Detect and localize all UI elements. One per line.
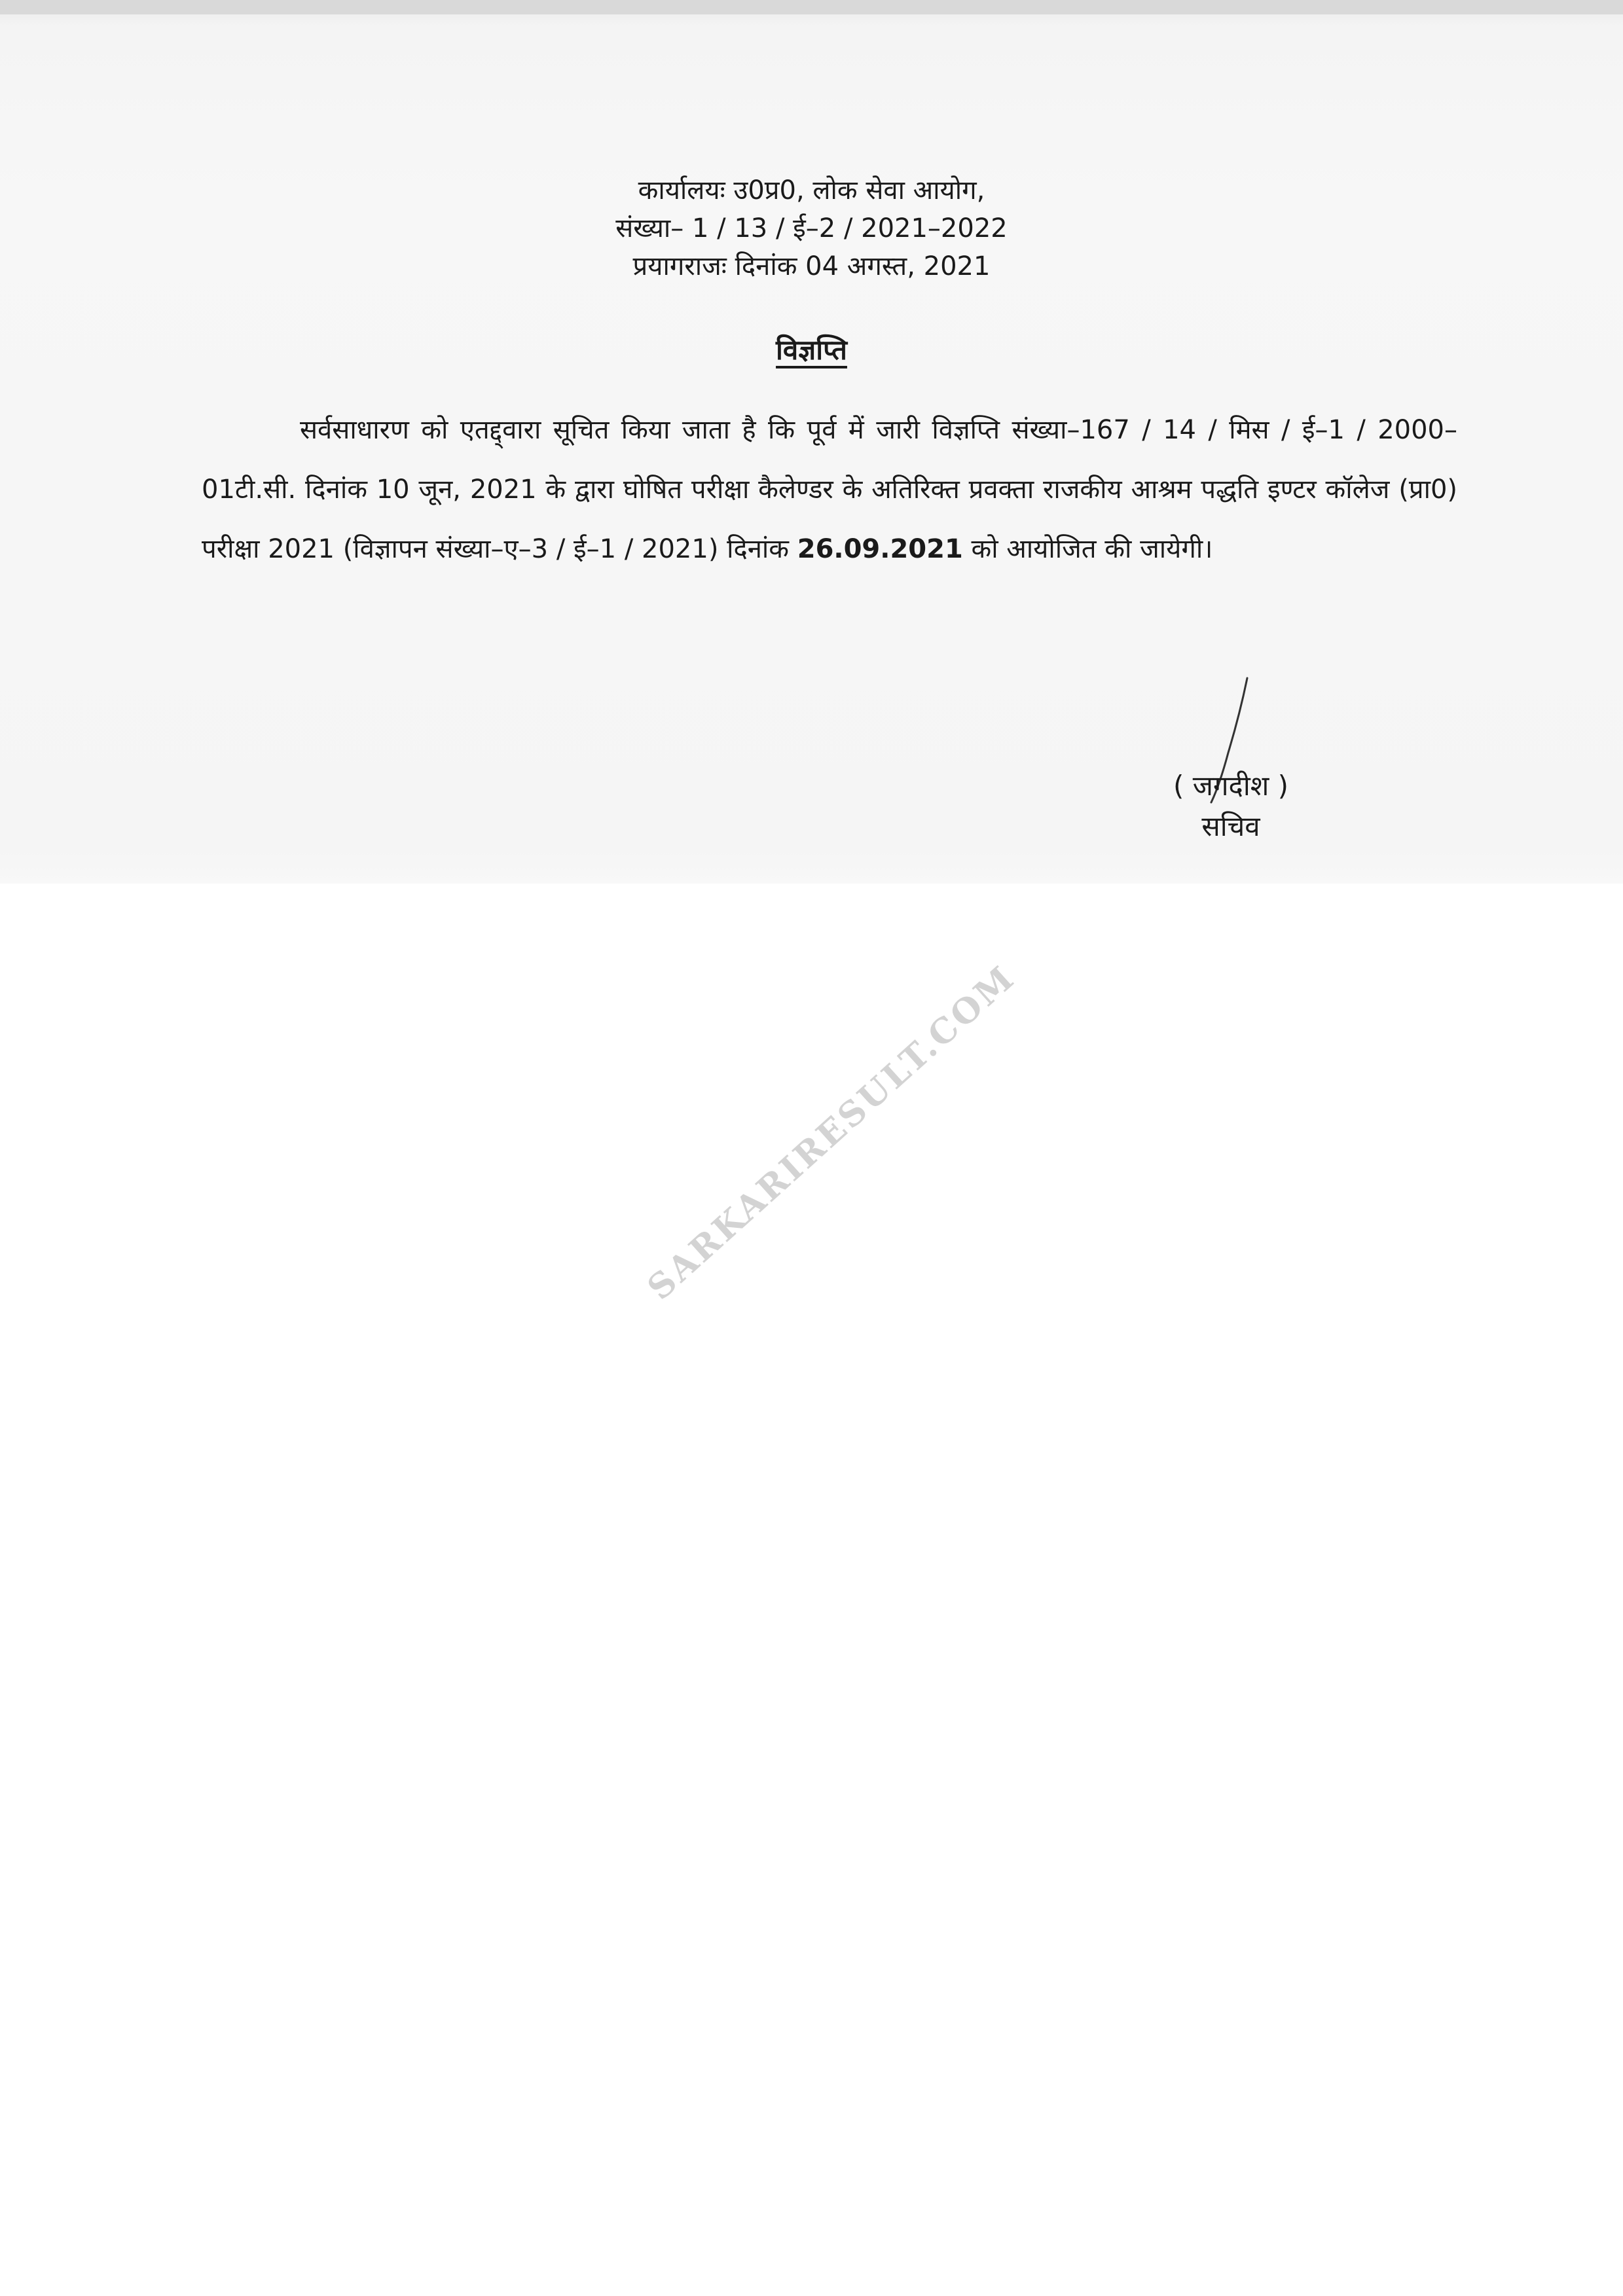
notice-title: विज्ञप्ति — [776, 334, 847, 366]
body-text-before-date: सर्वसाधारण को एतद्द्वारा सूचित किया जाता है कि पूर्व में जारी विज्ञप्ति संख्या–167 / 14 / मिस / ई–1 / 2000–01टी.सी. दिनांक 10 जून, 2021 के द्वारा घोषित परीक्षा कैलेण्डर के अतिरिक्त प्रवक्ता राजकीय आश्रम पद्धति इण्टर कॉलेज (प्रा0) परीक्षा 2021 (विज्ञापन संख्या–ए–3 / ई–1 / 2021) दिनांक — [202, 415, 1457, 564]
office-name: कार्यालयः उ0प्र0, लोक सेवा आयोग, — [638, 175, 985, 206]
place-and-date: प्रयागराजः दिनांक 04 अगस्त, 2021 — [632, 251, 991, 281]
notice-body — [202, 401, 1457, 579]
signatory-name: ( जगदीश ) — [1173, 770, 1289, 802]
exam-date: 26.09.2021 — [797, 534, 963, 564]
signatory-designation: सचिव — [1201, 810, 1260, 842]
watermark-text: SARKARIRESULT.COM — [640, 957, 1023, 1308]
reference-number: संख्या– 1 / 13 / ई–2 / 2021–2022 — [615, 213, 1008, 243]
scan-top-edge — [0, 0, 1623, 14]
body-text-after-date: को आयोजित की जायेगी। — [971, 534, 1213, 564]
document-header — [0, 171, 1623, 285]
signature-block — [1113, 766, 1349, 847]
